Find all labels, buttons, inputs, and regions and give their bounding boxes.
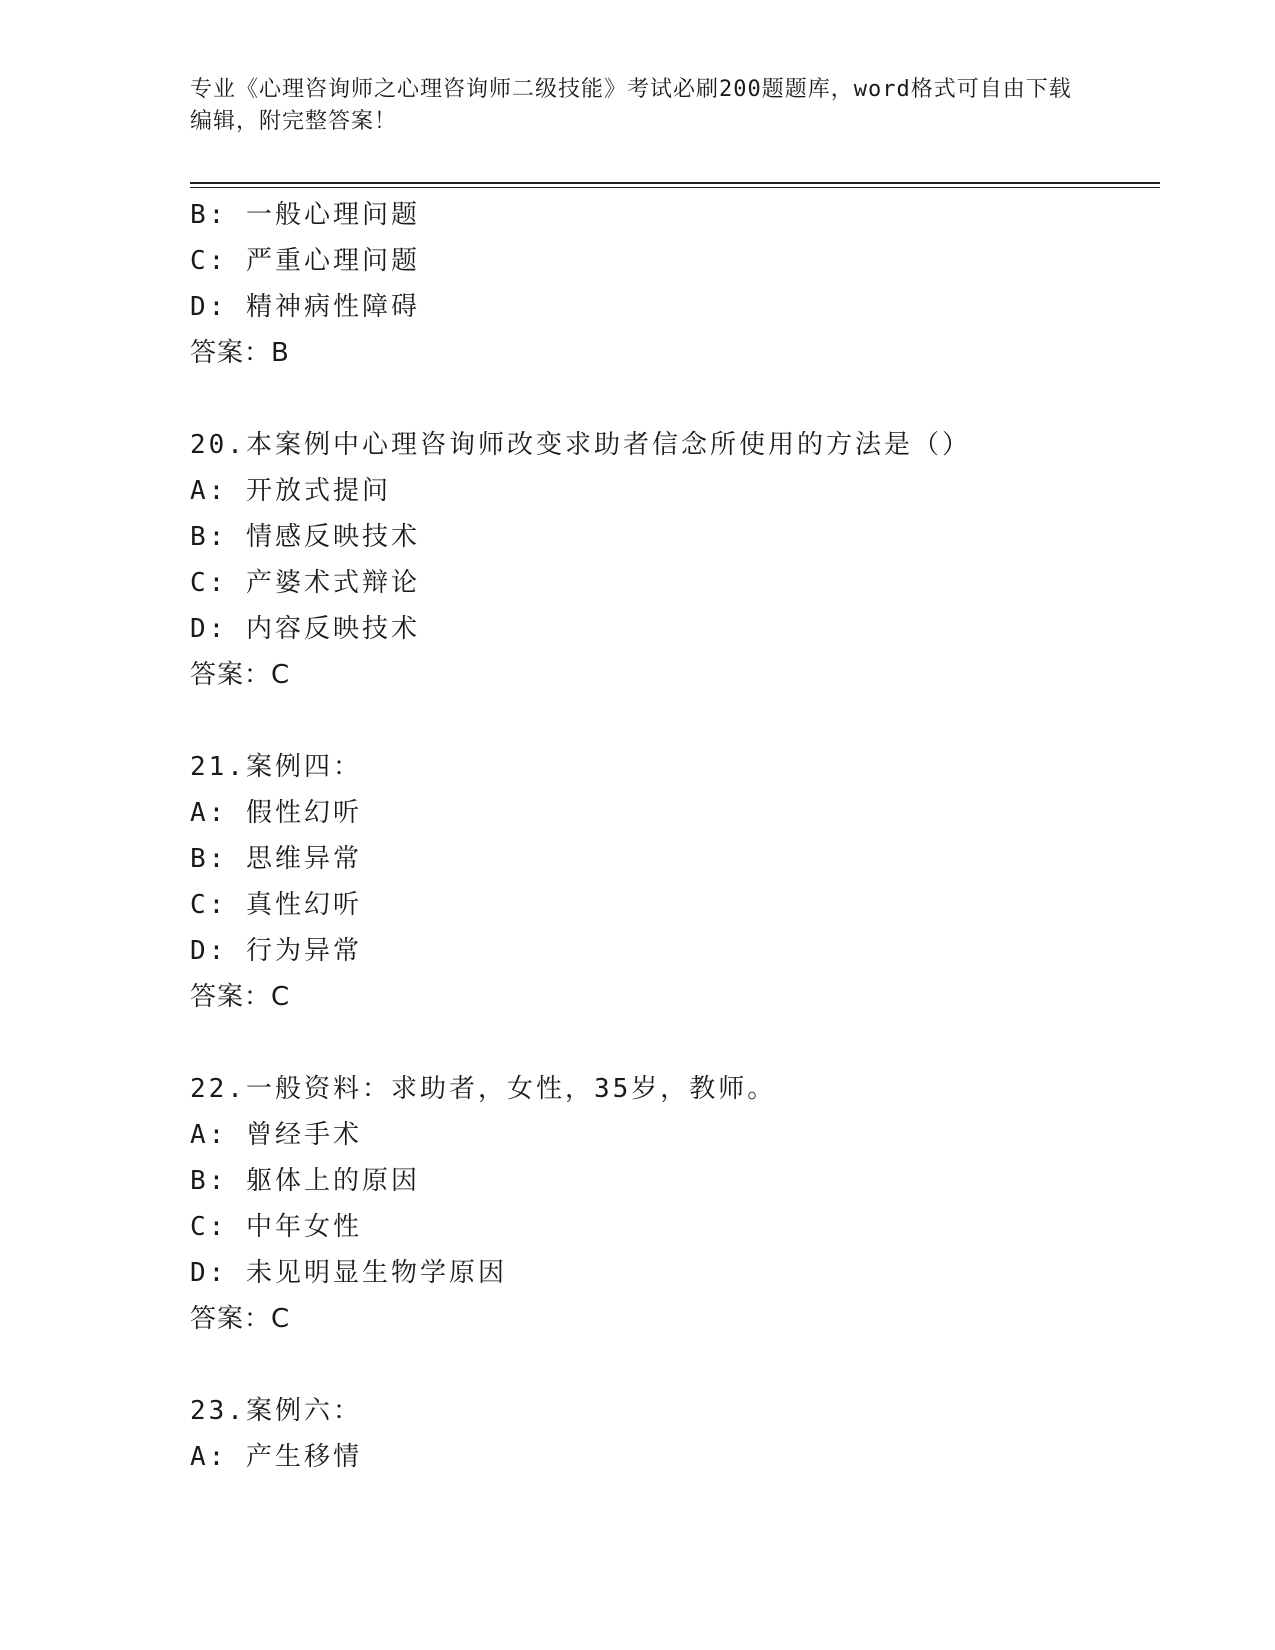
question-block [190, 1066, 1160, 1342]
header-divider [190, 182, 1160, 184]
question-list [190, 192, 1160, 1480]
option-item: D: 未见明显生物学原因 [190, 1258, 507, 1288]
question-block [190, 744, 1160, 1020]
question-stem: 22.一般资料：求助者，女性，35岁，教师。 [190, 1074, 777, 1104]
question-stem: 21.案例四： [190, 752, 362, 782]
option-item: A: 开放式提问 [190, 476, 391, 506]
question-stem: 20.本案例中心理咨询师改变求助者信念所使用的方法是（） [190, 430, 971, 460]
answer-line: 答案：C [190, 1304, 291, 1334]
option-item: D: 内容反映技术 [190, 614, 420, 644]
question-fragment [190, 192, 1160, 376]
question-stem: 23.案例六： [190, 1396, 362, 1426]
option-item: C: 中年女性 [190, 1212, 362, 1242]
option-item: C: 真性幻听 [190, 890, 362, 920]
header-divider-thin [190, 187, 1160, 188]
document-header: 专业《心理咨询师之心理咨询师二级技能》考试必刷200题题库，word格式可自由下载编辑，附完整答案！ [190, 77, 1072, 134]
answer-line: 答案：C [190, 660, 291, 690]
option-item: B: 躯体上的原因 [190, 1166, 420, 1196]
option-item: B: 情感反映技术 [190, 522, 420, 552]
option-item: A: 产生移情 [190, 1442, 362, 1472]
option-item: B: 思维异常 [190, 844, 362, 874]
question-block [190, 1388, 1160, 1480]
option-item: D: 精神病性障碍 [190, 292, 420, 322]
question-block [190, 422, 1160, 698]
option-item: A: 曾经手术 [190, 1120, 362, 1150]
option-item: A: 假性幻听 [190, 798, 362, 828]
option-item: C: 严重心理问题 [190, 246, 420, 276]
answer-line: 答案：C [190, 982, 291, 1012]
option-item: B: 一般心理问题 [190, 200, 420, 230]
option-item: C: 产婆术式辩论 [190, 568, 420, 598]
option-item: D: 行为异常 [190, 936, 362, 966]
answer-line: 答案：B [190, 338, 290, 368]
